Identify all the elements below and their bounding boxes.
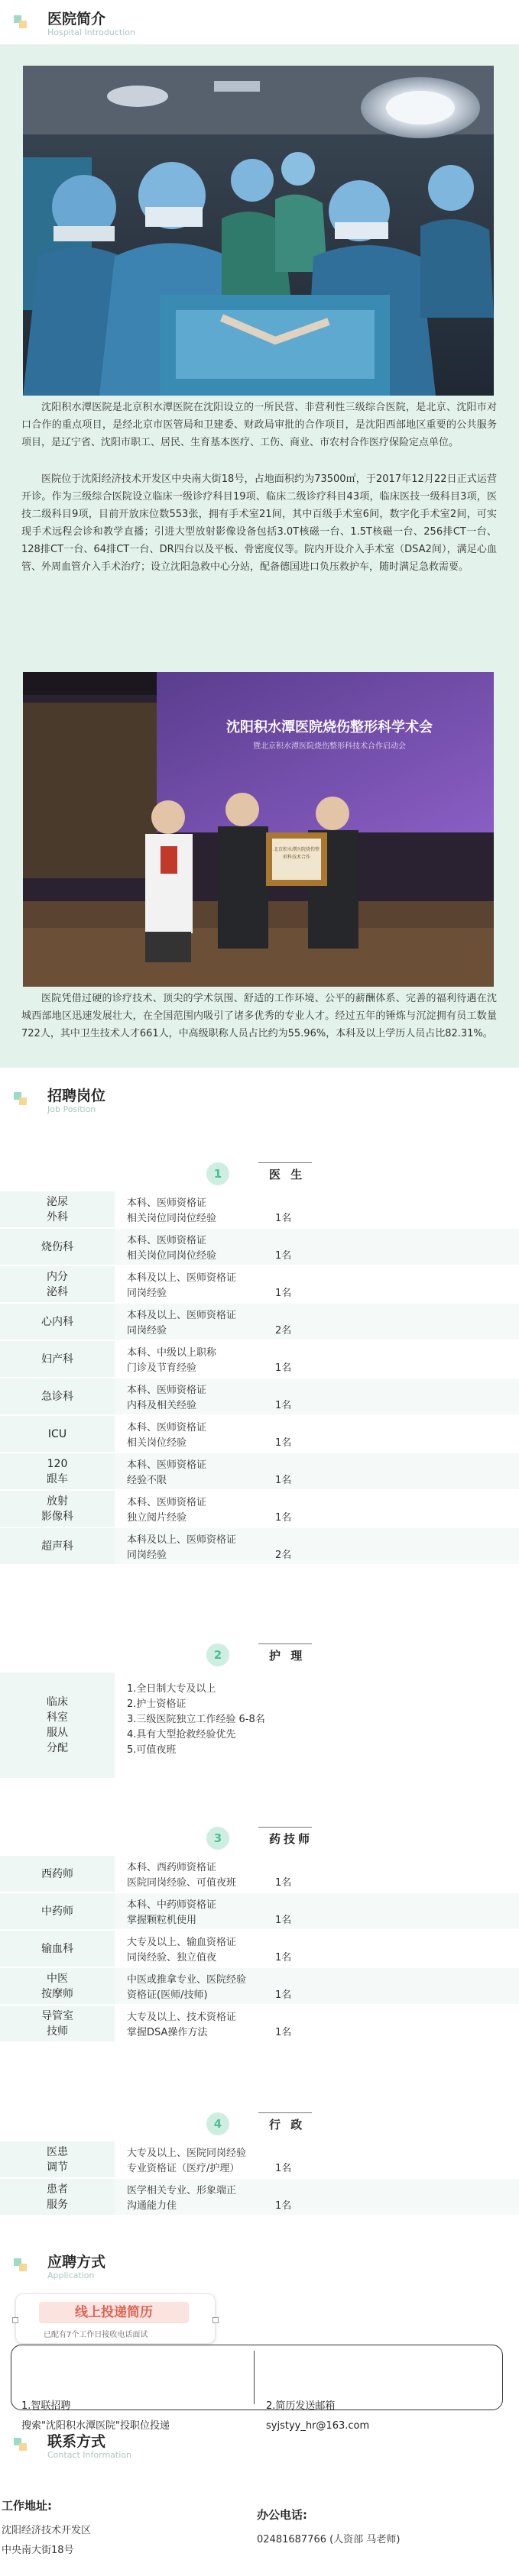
category-number-badge: 2	[206, 1644, 229, 1666]
jobs-title: 招聘岗位	[47, 1088, 106, 1104]
category-number-badge: 4	[206, 2112, 229, 2135]
section-mark-icon	[14, 2258, 28, 2272]
job-requirements	[115, 1931, 519, 1967]
requirement-line-1: 本科、医师资格证	[127, 1235, 207, 1246]
requirement-line-2: 相关岗位经验	[127, 1437, 187, 1449]
intro-subtitle: Hospital Introduction	[47, 27, 135, 37]
intro-title: 医院简介	[47, 11, 106, 27]
requirement-line-1: 大专及以上、医院同岗经验	[127, 2148, 247, 2159]
requirement-line-1: 医学相关专业、形象端正	[127, 2185, 237, 2196]
requirement-line-2: 掌握DSA操作方法	[127, 2027, 208, 2038]
job-department: 患者 服务	[0, 2179, 115, 2215]
job-row[interactable]	[0, 1491, 519, 1527]
headcount: 1名	[275, 2200, 292, 2212]
category-label: 护 理	[269, 1649, 306, 1663]
job-row[interactable]	[0, 1341, 519, 1377]
requirement-line-2: 同岗经验	[127, 1550, 167, 1561]
job-requirements	[115, 1453, 519, 1489]
job-department: 烧伤科	[0, 1229, 115, 1265]
surgery-photo	[23, 66, 494, 396]
job-department: 妇产科	[0, 1341, 115, 1377]
job-department: 输血科	[0, 1931, 115, 1967]
section-mark-icon	[14, 2438, 28, 2452]
resize-handle-icon	[212, 2317, 219, 2323]
job-row[interactable]	[0, 2141, 519, 2177]
job-row[interactable]	[0, 1931, 519, 1967]
job-row[interactable]	[0, 1856, 519, 1892]
requirement-line-2: 门诊及节育经验	[127, 1362, 197, 1374]
requirement-line-2: 内科及相关经验	[127, 1400, 197, 1411]
job-department: 内分 泌科	[0, 1266, 115, 1302]
online-apply-button[interactable]: 线上投递简历	[39, 2302, 189, 2323]
category-number-badge: 3	[206, 1827, 229, 1850]
job-row[interactable]	[0, 1968, 519, 2004]
requirement-line-1: 本科、医师资格证	[127, 1198, 207, 1209]
banner-subtitle: 暨北京积水潭医院烧伤整形科技术合作启动会	[253, 742, 406, 751]
job-requirements	[115, 1968, 519, 2004]
category-label: 药技师	[269, 1832, 313, 1846]
method-email-title: 2.简历发送邮箱	[266, 2400, 336, 2412]
job-row[interactable]	[0, 1266, 519, 1302]
job-department: 心内科	[0, 1304, 115, 1340]
job-requirements	[115, 1304, 519, 1340]
online-apply-card[interactable]	[15, 2293, 216, 2344]
requirement-line-1: 本科、西药师资格证	[127, 1862, 217, 1873]
requirement-line-1: 本科及以上、医师资格证	[127, 1272, 237, 1284]
requirement-line: 4.具有大型抢救经验优先	[127, 1729, 236, 1740]
job-row[interactable]	[0, 2179, 519, 2215]
requirement-line-1: 中医或推拿专业、医院经验	[127, 1974, 247, 1986]
method-email-address[interactable]: syjstyy_hr@163.com	[266, 2420, 370, 2432]
category-divider	[258, 2112, 312, 2113]
job-department: 临床 科室 服从 分配	[0, 1673, 115, 1778]
job-category-header	[0, 1640, 519, 1669]
address-label: 工作地址:	[2, 2499, 52, 2513]
category-divider	[258, 1827, 312, 1828]
headcount: 1名	[275, 1512, 292, 1524]
job-requirements	[115, 1378, 519, 1414]
requirement-line-2: 独立阅片经验	[127, 1512, 187, 1524]
contact-subtitle: Contact Information	[47, 2450, 131, 2460]
requirement-line-1: 本科及以上、医师资格证	[127, 1534, 237, 1546]
job-row[interactable]	[0, 1893, 519, 1929]
job-department: 120 跟车	[0, 1453, 115, 1489]
job-department: 医患 调节	[0, 2141, 115, 2177]
category-label: 行 政	[269, 2118, 306, 2132]
requirement-line-2: 专业资格证（医疗/护理）	[127, 2163, 240, 2174]
job-requirements	[115, 1229, 519, 1265]
job-requirements	[115, 1416, 519, 1452]
job-category-header	[0, 1824, 519, 1853]
address-line-2: 中央南大街18号	[2, 2545, 74, 2556]
job-department: 放射 影像科	[0, 1491, 115, 1527]
requirement-line-1: 本科、医师资格证	[127, 1422, 207, 1433]
job-requirements	[115, 1893, 519, 1929]
apply-methods-box	[11, 2335, 503, 2432]
contact-section-header	[0, 2429, 519, 2461]
resize-handle-icon	[12, 2317, 18, 2323]
section-mark-icon	[14, 1092, 28, 1106]
job-requirements	[115, 2006, 519, 2041]
job-category-header	[0, 2109, 519, 2138]
contact-title: 联系方式	[47, 2433, 106, 2450]
job-department: 中药师	[0, 1893, 115, 1929]
method-zhaopin-title: 1.智联招聘	[21, 2400, 71, 2412]
job-row[interactable]	[0, 1453, 519, 1489]
job-requirements	[115, 1856, 519, 1892]
job-department: 泌尿 外科	[0, 1191, 115, 1227]
job-department: ICU	[0, 1416, 115, 1452]
headcount: 1名	[275, 1475, 292, 1486]
headcount: 1名	[275, 1989, 292, 2001]
job-category-header	[0, 1159, 519, 1188]
headcount: 2名	[275, 1550, 292, 1561]
headcount: 1名	[275, 1362, 292, 1374]
requirement-line-2: 同岗经验	[127, 1325, 167, 1336]
headcount: 2名	[275, 1325, 292, 1336]
requirement-line-2: 沟通能力佳	[127, 2200, 177, 2212]
jobs-section-header	[0, 1083, 519, 1115]
requirement-line-1: 本科、中药师资格证	[127, 1899, 217, 1911]
job-requirements	[115, 1341, 519, 1377]
requirement-line-2: 相关岗位同岗位经验	[127, 1213, 217, 1224]
plaque-text: 北京积水潭医院烧伤整形科技术合作	[274, 847, 320, 860]
nursing-requirements	[127, 1682, 265, 1758]
banner-title: 沈阳积水潭医院烧伤整形科学术会	[226, 719, 433, 735]
requirement-line: 2.护士资格证	[127, 1698, 187, 1710]
job-department: 西药师	[0, 1856, 115, 1892]
requirement-line-1: 本科、中级以上职称	[127, 1347, 217, 1359]
job-requirements	[115, 2141, 519, 2177]
intro-section-header	[0, 6, 519, 38]
job-requirements	[115, 1191, 519, 1227]
headcount: 1名	[275, 2027, 292, 2038]
requirement-line: 3.三级医院独立工作经验 6-8名	[127, 1714, 265, 1725]
apply-title: 应聘方式	[47, 2254, 106, 2271]
intro-paragraph-3: 医院凭借过硬的诊疗技术、顶尖的学术氛围、舒适的工作环境、公平的薪酬体系、完善的福利待遇在沈城西部地区迅速发展壮大，在全国范围内吸引了诸多优秀的专业人才。经过五年的锤炼与沉淀拥有员工数量722人，其中卫生技术人才661人，中高级职称人员占比约为55.96%，本科及以上学历人员占比82.31%。	[21, 993, 497, 1039]
apply-subtitle: Application	[47, 2271, 95, 2280]
headcount: 1名	[275, 1952, 292, 1964]
job-requirements	[115, 1528, 519, 1564]
headcount: 1名	[275, 1213, 292, 1224]
headcount: 1名	[275, 1877, 292, 1889]
ceremony-photo	[23, 672, 494, 987]
job-requirements	[115, 1266, 519, 1302]
headcount: 1名	[275, 1288, 292, 1299]
requirement-line: 5.可值夜班	[127, 1744, 177, 1756]
requirement-line-1: 大专及以上、技术资格证	[127, 2012, 237, 2023]
headcount: 1名	[275, 1915, 292, 1926]
apply-divider	[254, 2351, 255, 2404]
requirement-line-2: 经验不限	[127, 1475, 167, 1486]
job-row[interactable]	[0, 2006, 519, 2041]
requirement-line-2: 资格证(医师/技师)	[127, 1989, 208, 2001]
requirement-line-1: 本科及以上、医师资格证	[127, 1310, 237, 1321]
headcount: 1名	[275, 1250, 292, 1262]
job-row[interactable]	[0, 1304, 519, 1340]
requirement-line-1: 本科、医师资格证	[127, 1497, 207, 1508]
category-number-badge: 1	[206, 1162, 229, 1185]
requirement-line-2: 同岗经验、独立值夜	[127, 1952, 217, 1964]
headcount: 1名	[275, 1437, 292, 1449]
phone-label: 办公电话:	[257, 2508, 307, 2522]
job-row[interactable]	[0, 1528, 519, 1564]
address-line-1: 沈阳经济技术开发区	[2, 2525, 92, 2536]
job-row[interactable]	[0, 1229, 519, 1265]
requirement-line-2: 同岗经验	[127, 1288, 167, 1299]
requirement-line-2: 相关岗位同岗位经验	[127, 1250, 217, 1262]
job-requirements	[115, 1491, 519, 1527]
requirement-line-1: 大专及以上、输血资格证	[127, 1937, 237, 1948]
section-mark-icon	[14, 15, 28, 29]
requirement-line-2: 掌握颗粒机使用	[127, 1915, 197, 1926]
job-row[interactable]	[0, 1378, 519, 1414]
requirement-line-2: 医院同岗经验、可值夜班	[127, 1877, 237, 1889]
requirement-line-1: 本科、医师资格证	[127, 1385, 207, 1396]
category-label: 医 生	[269, 1168, 306, 1181]
job-row[interactable]	[0, 1673, 519, 1778]
online-apply-note: 已配有7个工作日接收电话面试	[44, 2331, 148, 2339]
requirement-line: 1.全日制大专及以上	[127, 1683, 216, 1695]
headcount: 1名	[275, 2163, 292, 2174]
job-row[interactable]	[0, 1191, 519, 1227]
job-department: 超声科	[0, 1528, 115, 1564]
requirement-line-1: 本科、医师资格证	[127, 1459, 207, 1471]
apply-section-header	[0, 2249, 519, 2281]
job-department: 导管室 技师	[0, 2006, 115, 2041]
jobs-subtitle: Job Position	[47, 1104, 96, 1114]
job-requirements	[115, 1673, 519, 1778]
method-zhaopin-detail: 搜索"沈阳积水潭医院"投职位投递	[21, 2420, 170, 2432]
job-department: 中医 按摩师	[0, 1968, 115, 2004]
job-row[interactable]	[0, 1416, 519, 1452]
intro-paragraph-2: 医院位于沈阳经济技术开发区中央南大街18号，占地面积约为73500㎡，于2017年12月22日正式运营开诊。作为三级综合医院设立临床一级诊疗科目19项、临床二级诊疗科目43项，临床医技一级科目3项，医技二级科目9项，目前开放床位数553张，拥有手术室21间，其中百级手术室6间，数字化手术室2间，可实现手术远程会诊和教学直播；引进大型放射影像设备包括3.0T核磁一台、1.5T核磁一台、256排CT一台、128排CT一台、64排CT一台、DR四台以及平板、骨密度仪等。院内开设介入手术室（DSA2间），满足心血管、外周血管介入手术治疗；设立沈阳急救中心分站，配备德国进口负压救护车，随时满足急救需要。	[21, 474, 497, 573]
headcount: 1名	[275, 1400, 292, 1411]
intro-paragraph-1: 沈阳积水潭医院是北京积水潭医院在沈阳设立的一所民营、非营利性三级综合医院，是北京、沈阳市对口合作的重点项目，是经北京市医管局和卫建委、财政局审批的合作项目，是沈阳西部地区重要的公共服务项目，是辽宁省、沈阳市职工、居民、生育基本医疗、工伤、商业、市农村合作医疗保险定点单位。	[21, 402, 497, 448]
category-divider	[258, 1162, 312, 1163]
job-department: 急诊科	[0, 1378, 115, 1414]
job-requirements	[115, 2179, 519, 2215]
phone-value[interactable]: 02481687766 (人资部 马老师)	[257, 2534, 401, 2545]
